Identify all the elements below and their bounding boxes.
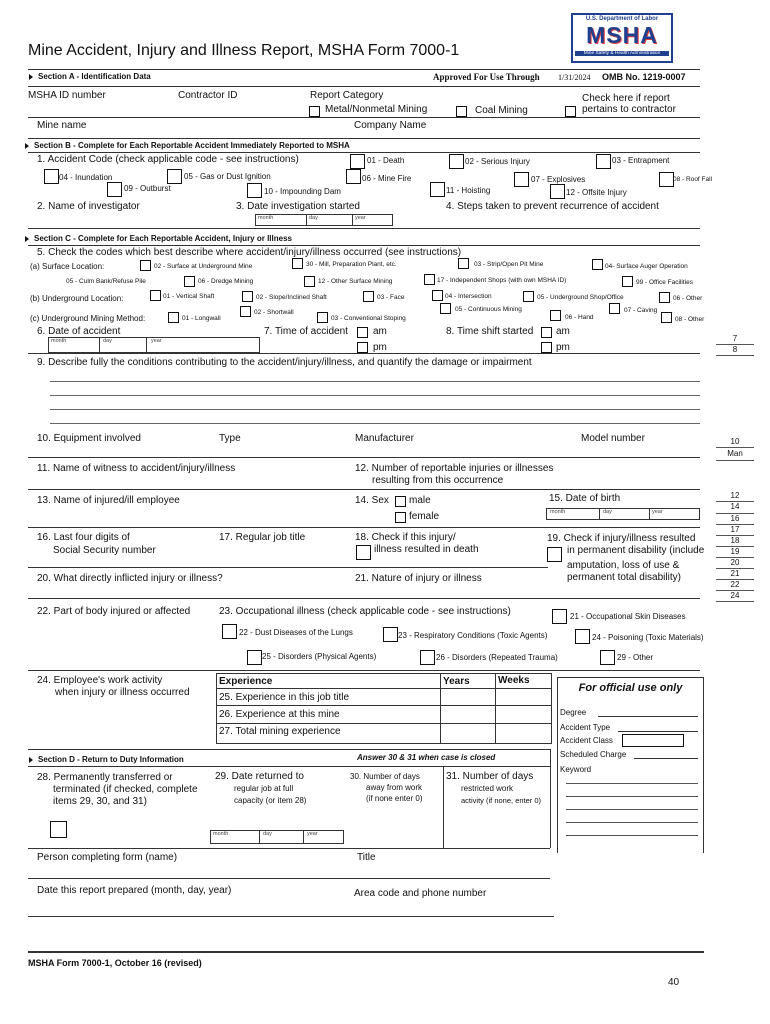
contractor-check-label-1: Check here if report — [582, 93, 670, 104]
m05-label: 05 - Continuous Mining — [455, 306, 522, 313]
i25-label: 25 - Disorders (Physical Agents) — [262, 652, 377, 661]
witness-label: 11. Name of witness to accident/injury/illness — [37, 463, 236, 474]
m02-label: 02 - Shortwall — [254, 309, 294, 316]
equipment-label: 10. Equipment involved — [37, 433, 141, 444]
days-restricted-label-2: restricted work — [461, 784, 514, 793]
disability-label-1: 19. Check if injury/illness resulted — [547, 533, 696, 544]
surface-location-label: (a) Surface Location: — [30, 262, 105, 271]
birth-date-label: 15. Date of birth — [549, 493, 621, 504]
i24-label: 24 - Poisoning (Toxic Materials) — [592, 633, 704, 642]
manufacturer-label: Manufacturer — [355, 433, 414, 444]
phone-label: Area code and phone number — [354, 888, 487, 899]
conditions-line[interactable] — [50, 409, 700, 410]
investigator-label: 2. Name of investigator — [37, 201, 140, 212]
occupational-illness-label: 23. Occupational illness (check applicable code - see instructions) — [219, 606, 511, 617]
s02-label: 02 - Surface at Underground Mine — [154, 263, 253, 270]
code-12-label: 12 - Offsite Injury — [566, 188, 627, 197]
m07-checkbox[interactable] — [609, 303, 620, 314]
s99-checkbox[interactable] — [622, 276, 633, 287]
margin-number: Man — [727, 449, 743, 458]
female-label: female — [409, 511, 440, 522]
i23-checkbox[interactable] — [383, 627, 398, 642]
form-id: MSHA Form 7000-1, October 16 (revised) — [28, 958, 202, 968]
male-label: male — [409, 495, 431, 506]
body-part-label: 22. Part of body injured or affected — [37, 606, 191, 617]
m07-label: 07 - Caving — [624, 307, 658, 314]
conditions-line[interactable] — [50, 381, 700, 382]
m02-checkbox[interactable] — [240, 306, 251, 317]
m05-checkbox[interactable] — [440, 303, 451, 314]
u02-checkbox[interactable] — [242, 291, 253, 302]
margin-number: 22 — [730, 580, 740, 589]
m08-checkbox[interactable] — [661, 312, 672, 323]
day-label: day — [603, 509, 612, 515]
page-title: Mine Accident, Injury and Illness Report, MSHA Form 7000-1 — [28, 42, 460, 59]
prevent-recurrence-label: 4. Steps taken to prevent recurrence of accident — [446, 201, 659, 212]
contractor-id-label: Contractor ID — [178, 90, 238, 101]
approved-date: 1/31/2024 — [558, 73, 591, 82]
code-03-checkbox[interactable] — [596, 154, 611, 169]
coal-mining-checkbox[interactable] — [456, 106, 467, 117]
s17-label: 17 - Independent Shops (with own MSHA ID) — [437, 277, 567, 284]
i21-checkbox[interactable] — [552, 609, 567, 624]
weeks-header: Weeks — [498, 675, 530, 686]
m01-checkbox[interactable] — [168, 312, 179, 323]
year-label: year — [652, 509, 663, 515]
report-category-label: Report Category — [310, 90, 384, 101]
metal-nonmetal-label: Metal/Nonmetal Mining — [325, 104, 428, 115]
margin-number: 10 — [730, 437, 740, 446]
returned-label-1: 29. Date returned to — [215, 771, 304, 782]
experience-table — [216, 673, 552, 744]
code-03-label: 03 - Entrapment — [612, 156, 670, 165]
accident-type-label: Accident Type — [560, 723, 611, 732]
mining-method-label: (c) Underground Mining Method: — [30, 314, 146, 323]
month-label: month — [258, 215, 274, 221]
s03-label: 03 - Strip/Open Pit Mine — [474, 261, 544, 268]
s05-label: 05 - Culm Bank/Refuse Pile — [66, 278, 146, 285]
i26-label: 26 - Disorders (Repeated Trauma) — [436, 653, 558, 662]
margin-number: 19 — [730, 547, 740, 556]
returned-label-2: regular job at full — [234, 784, 294, 793]
margin-number: 21 — [730, 569, 740, 578]
days-restricted-label-1: 31. Number of days — [446, 771, 534, 782]
official-use-title: For official use only — [578, 682, 683, 694]
exp-job-title-label: 25. Experience in this job title — [219, 692, 350, 703]
ssn-label-2: Social Security number — [53, 545, 156, 556]
code-01-label: 01 - Death — [367, 156, 405, 165]
exp-this-mine-label: 26. Experience at this mine — [219, 709, 340, 720]
return-date-field[interactable] — [210, 830, 344, 844]
accident-code-label: 1. Accident Code (check applicable code - see instructions) — [37, 154, 299, 165]
job-title-label: 17. Regular job title — [219, 532, 306, 543]
work-activity-label-2: when injury or illness occurred — [55, 687, 190, 698]
u02-label: 02 - Slope/Inclined Shaft — [256, 294, 327, 301]
accident-pm-checkbox[interactable] — [357, 342, 368, 353]
year-label: year — [151, 338, 162, 344]
code-07-label: 07 - Explosives — [531, 175, 586, 184]
s99-label: 99 - Office Facilities — [636, 279, 693, 286]
shift-start-label: 8. Time shift started — [446, 326, 534, 337]
shift-pm-label: pm — [556, 342, 570, 353]
code-06-checkbox[interactable] — [346, 169, 361, 184]
month-label: month — [51, 338, 67, 344]
death-label-1: 18. Check if this injury/ — [355, 532, 456, 543]
s03-checkbox[interactable] — [458, 258, 469, 269]
code-11-label: 11 - Hoisting — [446, 186, 491, 195]
days-away-label-3: (if none enter 0) — [366, 794, 423, 803]
contractor-check-label-2: pertains to contractor — [582, 104, 676, 115]
code-08-checkbox[interactable] — [659, 172, 674, 187]
code-11-checkbox[interactable] — [430, 182, 445, 197]
m03-label: 03 - Conventional Stoping — [331, 315, 406, 322]
code-02-label: 02 - Serious Injury — [465, 157, 530, 166]
s04-label: 04- Surface Auger Operation — [605, 263, 688, 270]
investigation-date-field[interactable] — [255, 214, 393, 226]
omb-number: OMB No. 1219-0007 — [602, 72, 686, 82]
month-label: month — [550, 509, 566, 515]
day-label: day — [263, 831, 272, 837]
i22-checkbox[interactable] — [222, 624, 237, 639]
margin-number: 20 — [730, 558, 740, 567]
section-d-title: Section D - Return to Duty Information — [38, 755, 184, 764]
code-09-label: 09 - Outburst — [124, 184, 171, 193]
u05-label: 05 - Underground Shop/Office — [537, 294, 624, 301]
birth-date-field[interactable] — [546, 508, 700, 520]
i22-label: 22 - Dust Diseases of the Lungs — [239, 628, 353, 637]
s06-label: 06 - Dredge Mining — [198, 278, 254, 285]
code-04-label: 04 - Inundation — [59, 173, 113, 182]
type-label: Type — [219, 433, 241, 444]
underground-location-label: (b) Underground Location: — [30, 294, 124, 303]
m06-checkbox[interactable] — [550, 310, 561, 321]
day-label: day — [309, 215, 318, 221]
shift-am-label: am — [556, 326, 570, 337]
days-away-label-1: 30. Number of days — [350, 772, 420, 781]
date-prepared-label: Date this report prepared (month, day, year) — [37, 885, 232, 896]
reportable-injuries-label-1: 12. Number of reportable injuries or illnesses — [355, 463, 554, 474]
u04-checkbox[interactable] — [432, 290, 443, 301]
i26-checkbox[interactable] — [420, 650, 435, 665]
location-codes-label: 5. Check the codes which best describe where accident/injury/illness occurred (see instructions) — [37, 247, 462, 258]
code-05-label: 05 - Gas or Dust Ignition — [184, 172, 271, 181]
i24-checkbox[interactable] — [575, 629, 590, 644]
section-d-note: Answer 30 & 31 when case is closed — [357, 753, 496, 762]
margin-number: 14 — [730, 502, 740, 511]
disability-label-2: in permanent disability (include — [567, 545, 705, 556]
s12-label: 12 - Other Surface Mining — [318, 278, 393, 285]
year-label: year — [307, 831, 318, 837]
u03-label: 03 - Face — [377, 294, 405, 301]
exp-total-label: 27. Total mining experience — [219, 726, 341, 737]
accident-class-box[interactable] — [622, 734, 684, 747]
s12-checkbox[interactable] — [304, 276, 315, 287]
margin-number: 17 — [730, 525, 740, 534]
u06-label: 06 - Other — [673, 295, 703, 302]
disability-label-3: amputation, loss of use & — [567, 560, 680, 571]
u01-checkbox[interactable] — [150, 290, 161, 301]
male-checkbox[interactable] — [395, 496, 406, 507]
shift-pm-checkbox[interactable] — [541, 342, 552, 353]
sex-label: 14. Sex — [355, 495, 389, 506]
model-number-label: Model number — [581, 433, 645, 444]
female-checkbox[interactable] — [395, 512, 406, 523]
u04-label: 04 - Intersection — [445, 293, 492, 300]
margin-number: 12 — [730, 491, 740, 500]
mine-name-label: Mine name — [37, 120, 87, 131]
margin-number: 7 — [732, 334, 738, 343]
section-c-title: Section C - Complete for Each Reportable Accident, Injury or Illness — [34, 234, 292, 243]
m08-label: 08 - Other — [675, 316, 705, 323]
i23-label: 23 - Respiratory Conditions (Toxic Agents) — [398, 631, 548, 640]
title-label: Title — [357, 852, 376, 863]
code-10-label: 10 - Impounding Dam — [264, 187, 341, 196]
accident-time-label: 7. Time of accident — [264, 326, 348, 337]
s06-checkbox[interactable] — [184, 276, 195, 287]
person-completing-label: Person completing form (name) — [37, 852, 178, 863]
code-07-checkbox[interactable] — [514, 172, 529, 187]
ssn-label-1: 16. Last four digits of — [37, 532, 130, 543]
msha-logo — [571, 13, 673, 63]
accident-date-field[interactable] — [48, 337, 260, 353]
approved-label: Approved For Use Through — [433, 72, 540, 82]
code-04-checkbox[interactable] — [44, 169, 59, 184]
s04-checkbox[interactable] — [592, 259, 603, 270]
code-05-checkbox[interactable] — [167, 169, 182, 184]
conditions-label: 9. Describe fully the conditions contributing to the accident/injury/illness, and quantify the damage or impairment — [37, 357, 532, 368]
month-label: month — [213, 831, 229, 837]
returned-label-3: capacity (or item 28) — [234, 796, 307, 805]
margin-number: 18 — [730, 536, 740, 545]
logo-sub: Mine Safety & Health Administration — [575, 51, 669, 56]
death-checkbox[interactable] — [356, 545, 371, 560]
code-01-checkbox[interactable] — [350, 154, 365, 169]
s17-checkbox[interactable] — [424, 274, 435, 285]
nature-label: 21. Nature of injury or illness — [355, 573, 482, 584]
investigation-date-label: 3. Date investigation started — [236, 201, 360, 212]
code-10-checkbox[interactable] — [247, 183, 262, 198]
margin-number: 8 — [732, 345, 738, 354]
days-restricted-label-3: activity (if none, enter 0) — [461, 796, 542, 805]
accident-pm-label: pm — [373, 342, 387, 353]
transferred-label-2: terminated (if checked, complete — [53, 784, 198, 795]
days-away-label-2: away from work — [366, 783, 423, 792]
msha-id-label: MSHA ID number — [28, 90, 106, 101]
company-name-label: Company Name — [354, 120, 427, 131]
conditions-line[interactable] — [50, 423, 700, 424]
margin-number: 16 — [730, 514, 740, 523]
death-label-2: illness resulted in death — [374, 544, 479, 555]
section-a-title: Section A - Identification Data — [38, 72, 151, 81]
years-header: Years — [443, 676, 470, 687]
accident-date-label: 6. Date of accident — [37, 326, 121, 337]
s30-label: 30 - Mill, Preparation Plant, etc. — [306, 261, 397, 268]
i21-label: 21 - Occupational Skin Diseases — [570, 612, 686, 621]
inflicted-label: 20. What directly inflicted injury or illness? — [37, 573, 223, 584]
conditions-line[interactable] — [50, 395, 700, 396]
day-label: day — [103, 338, 112, 344]
i29-label: 29 - Other — [617, 653, 654, 662]
s30-checkbox[interactable] — [292, 258, 303, 269]
accident-am-checkbox[interactable] — [357, 327, 368, 338]
i29-checkbox[interactable] — [600, 650, 615, 665]
official-use-box — [557, 677, 704, 853]
metal-nonmetal-checkbox[interactable] — [309, 106, 320, 117]
section-b-title: Section B - Complete for Each Reportable Accident Immediately Reported to MSHA — [34, 141, 350, 150]
m06-label: 06 - Hand — [565, 314, 594, 321]
u05-checkbox[interactable] — [523, 291, 534, 302]
work-activity-label-1: 24. Employee's work activity — [37, 675, 163, 686]
m01-label: 01 - Longwall — [182, 315, 221, 322]
logo-dept: U.S. Department of Labor — [585, 16, 659, 22]
transferred-checkbox[interactable] — [50, 821, 67, 838]
page-number: 40 — [668, 977, 680, 988]
coal-mining-label: Coal Mining — [475, 105, 528, 116]
accident-am-label: am — [373, 326, 387, 337]
disability-label-4: permanent total disability) — [567, 572, 681, 583]
u03-checkbox[interactable] — [363, 291, 374, 302]
accident-class-label: Accident Class — [560, 736, 613, 745]
code-08-label: 08 - Roof Fall — [673, 176, 713, 183]
shift-am-checkbox[interactable] — [541, 327, 552, 338]
year-label: year — [355, 215, 366, 221]
code-12-checkbox[interactable] — [550, 184, 565, 199]
transferred-label-3: items 29, 30, and 31) — [53, 796, 147, 807]
code-02-checkbox[interactable] — [449, 154, 464, 169]
degree-label: Degree — [560, 708, 587, 717]
logo-text: MSHA — [586, 22, 658, 48]
injured-employee-label: 13. Name of injured/ill employee — [37, 495, 180, 506]
code-06-label: 06 - Mine Fire — [362, 174, 412, 183]
disability-checkbox[interactable] — [547, 547, 562, 562]
i25-checkbox[interactable] — [247, 650, 262, 665]
transferred-label-1: 28. Permanently transferred or — [37, 772, 173, 783]
u06-checkbox[interactable] — [659, 292, 670, 303]
reportable-injuries-label-2: resulting from this occurrence — [372, 475, 504, 486]
contractor-checkbox[interactable] — [565, 106, 576, 117]
code-09-checkbox[interactable] — [107, 182, 122, 197]
margin-number: 24 — [730, 591, 740, 600]
keyword-label: Keyword — [560, 765, 592, 774]
experience-header: Experience — [219, 676, 273, 687]
u01-label: 01 - Vertical Shaft — [163, 293, 215, 300]
m03-checkbox[interactable] — [317, 312, 328, 323]
scheduled-charge-label: Scheduled Charge — [560, 750, 627, 759]
s02-checkbox[interactable] — [140, 260, 151, 271]
